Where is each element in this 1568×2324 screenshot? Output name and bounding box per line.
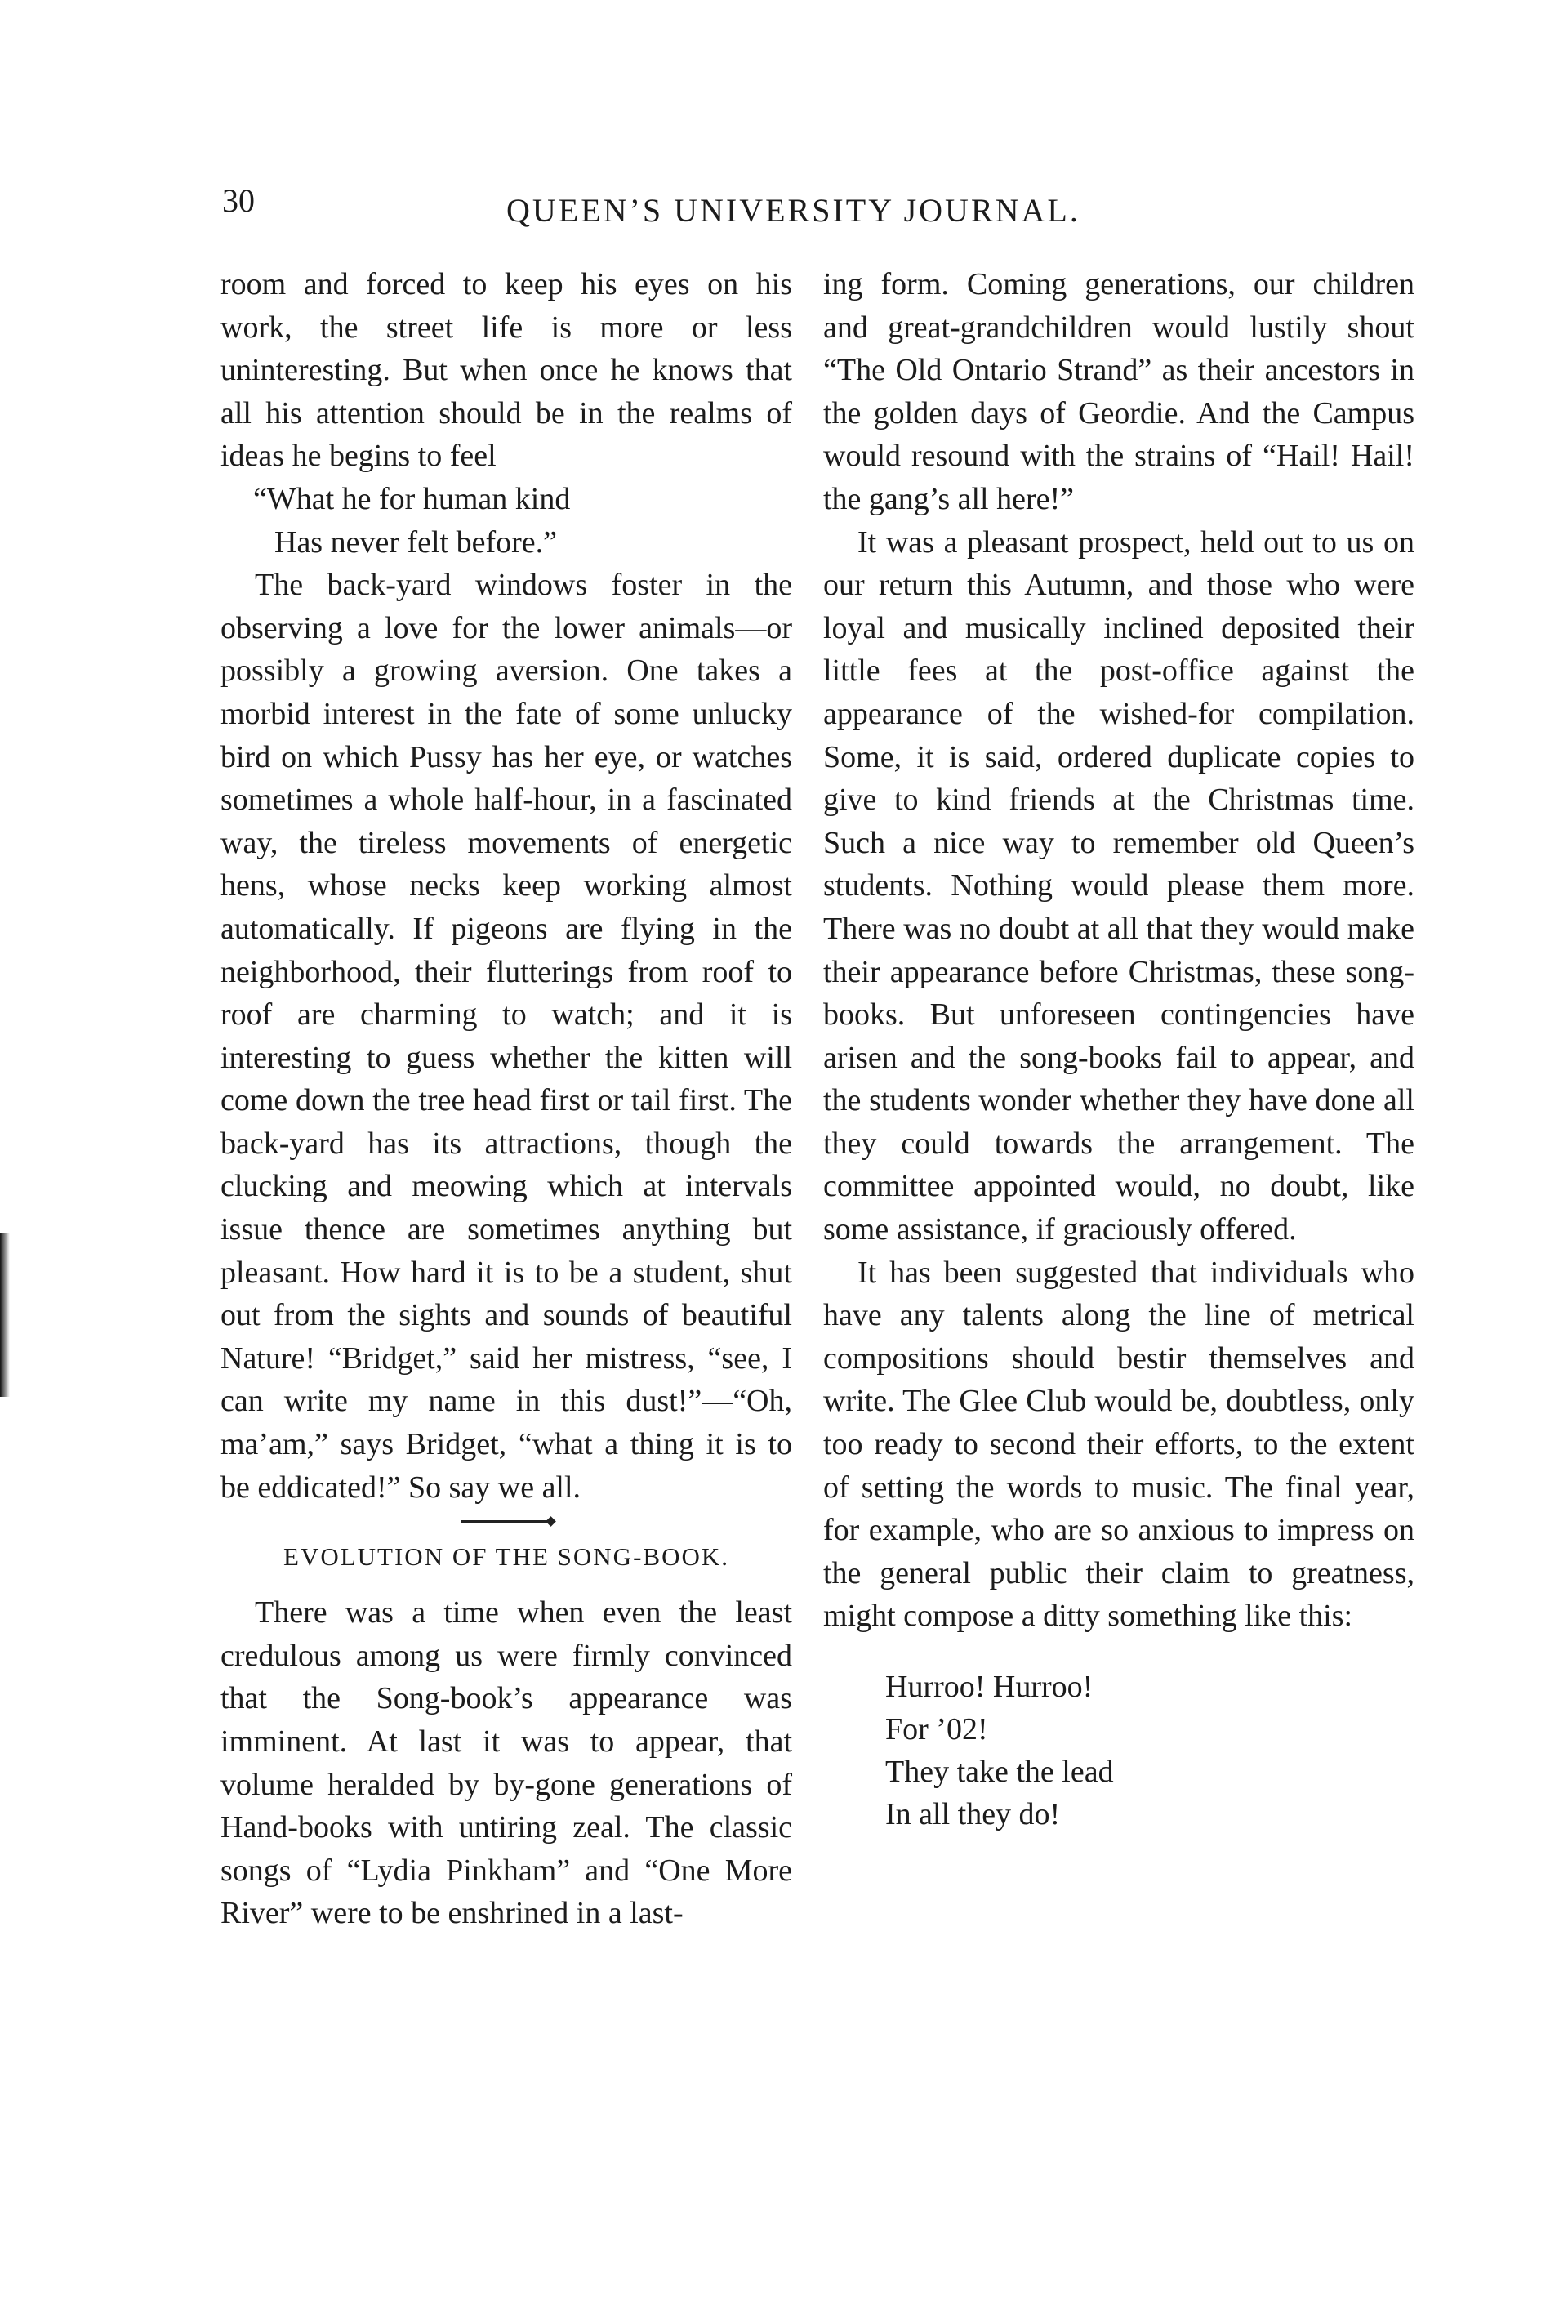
left-paragraph-1: room and forced to keep his eyes on his work, the street life is more or less uninteresting. But when once he knows that all his attention should be in the realms of ideas he begins to feel (220, 267, 792, 474)
poem-line-4: In all they do! (885, 1797, 1061, 1831)
right-paragraph-2: It was a pleasant prospect, held out to us on our return this Autumn, and those who were loyal and musically inclined deposited their little fees at the post-office against the appearance of the wished-for compilation. Some, it is said, ordered duplicate copies to give to kind friends at the Christmas time. Such a nice way to remember old Queen’s students. Nothing would please them more. There was no doubt at all that they would make their appearance before Christmas, these song-books. But unforeseen contingencies have arisen and the song-books fail to appear, and the students wonder whether they have done all they could towards the arrangement. The committee appointed would, no doubt, like some assistance, if graciously offered. (823, 524, 1414, 1247)
right-column (823, 263, 1414, 1836)
left-column (220, 263, 792, 1935)
left-paragraph-3: There was a time when even the least credulous among us were firmly convinced that the Song-book’s appearance was imminent. At last it was to appear, that volume heralded by by-gone generations of Hand-books with untiring zeal. The classic songs of “Lydia Pinkham” and “One More River” were to be enshrined in a last- (220, 1595, 792, 1931)
verse-line-1: “What he for human kind (253, 481, 571, 516)
right-paragraph-1: ing form. Coming generations, our children and great-grandchildren would lustily shout “The Old Ontario Strand” as their ancestors in the golden days of Geordie. And the Campus would resound with the strains of “Hail! Hail! the gang’s all here!” (823, 267, 1414, 516)
left-paragraph-2: The back-yard windows foster in the observing a love for the lower animals—or possibly a growing aversion. One takes a morbid interest in the fate of some unlucky bird on which Pussy has her eye, or watches sometimes a whole half-hour, in a fascinated way, the tireless movements of energetic hens, whose necks keep working almost automatically. If pigeons are flying in the neighborhood, their flutterings from roof to roof are charming to watch; and it is interesting to guess whether the kitten will come down the tree head first or tail first. The back-yard has its attractions, though the clucking and meowing which at intervals issue thence are sometimes anything but pleasant. How hard it is to be a student, shut out from the sights and sounds of beautiful Nature! “Bridget,” said her mistress, “see, I can write my name in this dust!”—“Oh, ma’am,” says Bridget, “what a thing it is to be eddicated!” So say we all. (220, 568, 792, 1505)
section-heading: EVOLUTION OF THE SONG-BOOK. (283, 1542, 729, 1572)
right-paragraph-3: It has been suggested that individuals who have any talents along the line of metrical compositions should bestir themselves and write. The Glee Club would be, doubtless, only too ready to second their efforts, to the extent of setting the words to music. The final year, for example, who are so anxious to impress on the general public their claim to greatness, might compose a ditty something like this: (823, 1255, 1414, 1634)
poem-line-2: For ’02! (885, 1712, 988, 1746)
ornament-divider (461, 1520, 551, 1523)
poem-line-1: Hurroo! Hurroo! (885, 1670, 1094, 1704)
class-ditty-poem (885, 1666, 1414, 1836)
quoted-verse (253, 478, 792, 564)
poem-line-3: They take the lead (885, 1755, 1114, 1789)
verse-line-2: Has never felt before.” (274, 524, 558, 560)
page-number: 30 (222, 182, 255, 219)
scan-edge-mark (0, 1233, 10, 1397)
running-title: QUEEN’S UNIVERSITY JOURNAL. (506, 192, 1080, 229)
